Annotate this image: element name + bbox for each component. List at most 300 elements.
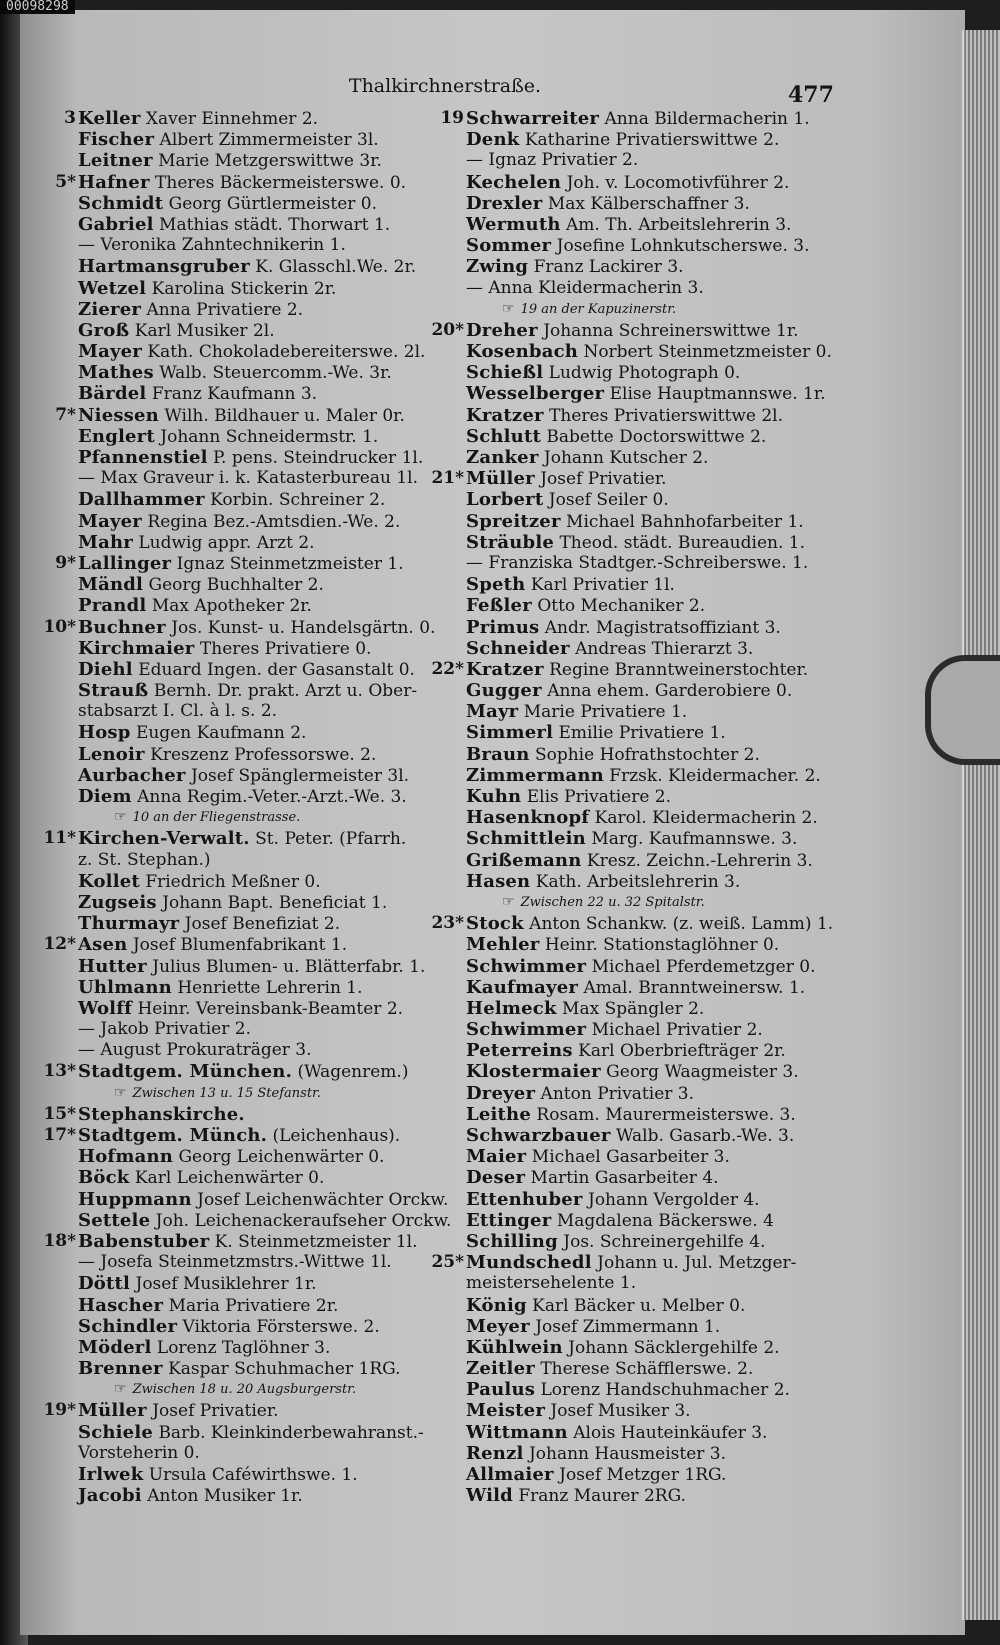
- directory-entry: [40, 1400, 432, 1421]
- entry-line: [466, 1485, 686, 1507]
- resident-surname: Drexler: [466, 192, 543, 214]
- resident-surname: Ettinger: [466, 1209, 552, 1231]
- directory-entry: [40, 595, 432, 616]
- directory-entry: [40, 532, 432, 553]
- resident-surname: Stock: [466, 913, 524, 935]
- resident-details: Max Apotheker 2r.: [151, 596, 312, 617]
- resident-surname: Schmidt: [78, 192, 164, 214]
- entry-line: [78, 1485, 303, 1507]
- resident-details: Alois Hauteinkäufer 3.: [573, 1422, 768, 1443]
- directory-entry: [428, 214, 820, 235]
- resident-details: Regina Bez.-Amtsdien.-We. 2.: [147, 511, 401, 532]
- resident-details: Julius Blumen- u. Blätterfabr. 1.: [152, 956, 426, 977]
- resident-surname: Kollet: [78, 870, 140, 892]
- resident-surname: Asen: [78, 934, 128, 956]
- entry-line: [466, 489, 669, 511]
- directory-entry: [428, 1167, 820, 1188]
- directory-entry: [40, 278, 432, 299]
- directory-entry: [40, 1040, 432, 1061]
- resident-details: Max Spängler 2.: [562, 998, 705, 1019]
- resident-surname: Pfannenstiel: [78, 447, 208, 468]
- resident-surname: Möderl: [78, 1336, 152, 1358]
- directory-entry: [40, 1146, 432, 1167]
- entry-line: [78, 680, 417, 702]
- entry-line: [466, 1400, 691, 1422]
- entry-line: [466, 511, 804, 533]
- resident-surname: Wetzel: [78, 277, 147, 299]
- entry-line: [466, 1189, 760, 1211]
- entry-line: [466, 383, 825, 405]
- resident-surname: Kratzer: [466, 404, 544, 426]
- resident-surname: Kirchen-Verwalt.: [78, 828, 250, 850]
- directory-entry: [40, 1316, 432, 1337]
- resident-details: Karl Musiker 2l.: [134, 320, 275, 341]
- directory-entry: [40, 1104, 432, 1125]
- house-number: 9*: [55, 552, 76, 573]
- entry-line: [78, 256, 416, 278]
- directory-entry: [40, 214, 432, 235]
- resident-surname: Böck: [78, 1167, 130, 1189]
- directory-entry: [428, 956, 820, 977]
- resident-surname: Denk: [466, 129, 520, 151]
- directory-entry: [40, 1125, 432, 1146]
- entry-line: [78, 511, 400, 533]
- directory-entry: [428, 701, 820, 722]
- resident-details: Josef Musiklehrer 1r.: [135, 1274, 317, 1295]
- directory-entry: [428, 595, 820, 616]
- directory-entry: [40, 659, 432, 680]
- resident-surname: Uhlmann: [78, 976, 172, 998]
- directory-entry: [428, 553, 820, 574]
- entry-line: [78, 956, 425, 978]
- entry-line: [78, 320, 275, 342]
- resident-details: Karl Leichenwärter 0.: [134, 1168, 325, 1189]
- resident-details: Kath. Chokoladebereiterswe. 2l.: [147, 342, 426, 363]
- resident-surname: Mändl: [78, 574, 144, 596]
- resident-surname: Müller: [78, 1400, 147, 1422]
- resident-details: Josef Musiker 3.: [550, 1401, 691, 1422]
- entry-line: [78, 1316, 380, 1338]
- entry-line: [466, 722, 726, 744]
- directory-entry: [428, 1485, 820, 1506]
- resident-details: Anton Schankw. (z. weiß. Lamm) 1.: [529, 914, 834, 935]
- resident-details: Martin Gasarbeiter 4.: [530, 1168, 719, 1189]
- resident-surname: Hutter: [78, 955, 147, 977]
- entry-line: [466, 129, 779, 151]
- entry-line: [466, 193, 750, 215]
- resident-details: Frzsk. Kleidermacher. 2.: [609, 765, 821, 786]
- entry-line: [78, 299, 303, 321]
- resident-details: Eduard Ingen. der Gasanstalt 0.: [138, 659, 415, 680]
- directory-entry: [428, 108, 820, 129]
- resident-details: (Leichenhaus).: [272, 1126, 401, 1146]
- entry-line: [78, 1295, 338, 1317]
- entry-line: [466, 468, 667, 490]
- resident-surname: Prandl: [78, 595, 147, 617]
- entry-line: [78, 383, 317, 405]
- resident-details: Marie Privatiere 1.: [523, 702, 688, 723]
- resident-details: — Anna Kleidermacherin 3.: [466, 277, 704, 298]
- resident-surname: Irlwek: [78, 1464, 144, 1485]
- entry-line: [78, 998, 403, 1020]
- resident-details: meistersehelente 1.: [466, 1273, 637, 1294]
- resident-surname: Kosenbach: [466, 341, 579, 363]
- entry-line: [466, 1083, 694, 1105]
- resident-details: Joh. Leichenackeraufseher Orckw.: [155, 1210, 452, 1231]
- resident-surname: Schindler: [78, 1315, 178, 1337]
- resident-surname: Groß: [78, 319, 130, 341]
- resident-surname: Mayer: [78, 341, 142, 363]
- resident-details: Josef Privatier.: [540, 469, 667, 490]
- directory-entry: [428, 447, 820, 468]
- entry-line: [466, 532, 805, 554]
- entry-line: [466, 638, 753, 660]
- entry-line: [78, 617, 435, 639]
- resident-details: Georg Leichenwärter 0.: [178, 1147, 385, 1168]
- directory-entry: [428, 426, 820, 447]
- resident-surname: Meister: [466, 1400, 545, 1422]
- resident-surname: Huppmann: [78, 1188, 192, 1210]
- house-number: 10*: [43, 616, 76, 637]
- entry-line: [78, 426, 378, 448]
- resident-details: Ursula Caféwirthswe. 1.: [148, 1465, 358, 1485]
- resident-surname: Grißemann: [466, 849, 582, 871]
- directory-entry: [40, 850, 432, 871]
- resident-details: Josef Metzger 1RG.: [559, 1465, 727, 1485]
- resident-details: (Wagenrem.): [297, 1062, 409, 1083]
- resident-surname: Mayr: [466, 701, 519, 723]
- resident-details: Emilie Privatiere 1.: [558, 723, 726, 744]
- cross-street-note: [428, 892, 820, 913]
- directory-entry: [428, 1231, 820, 1252]
- resident-surname: Wittmann: [466, 1421, 568, 1443]
- entry-line: [466, 426, 766, 448]
- directory-entry: [428, 850, 820, 871]
- house-number: 22*: [431, 658, 464, 679]
- entry-line: [466, 828, 797, 850]
- directory-entry: [40, 1422, 432, 1443]
- directory-entry: [40, 299, 432, 320]
- entry-line: [466, 1061, 799, 1083]
- directory-entry: [428, 574, 820, 595]
- resident-details: Josef Zimmermann 1.: [535, 1316, 721, 1337]
- directory-entry: [40, 362, 432, 383]
- entry-line: [466, 850, 813, 872]
- resident-surname: Wild: [466, 1485, 513, 1507]
- directory-entry: [40, 489, 432, 510]
- directory-entry: [428, 659, 820, 680]
- pointing-hand-icon: ☞: [502, 300, 515, 317]
- directory-entry: [428, 1040, 820, 1061]
- resident-details: Andreas Thierarzt 3.: [575, 638, 754, 659]
- resident-details: Magdalena Bäckerswe. 4: [556, 1210, 774, 1231]
- directory-entry: [40, 1188, 449, 1210]
- entry-line: [78, 977, 363, 999]
- resident-surname: Hasenknopf: [466, 807, 590, 829]
- entry-line: [466, 913, 833, 935]
- page-edges: [962, 30, 1000, 1620]
- resident-details: Karl Privatier 1l.: [530, 575, 675, 596]
- note-text: Zwischen 18 u. 20 Augsburgerstr.: [132, 1382, 357, 1398]
- directory-entry: [428, 977, 820, 998]
- house-number: 21*: [431, 468, 464, 489]
- entry-line: [78, 765, 409, 787]
- resident-details: — Ignaz Privatier 2.: [466, 150, 639, 171]
- resident-surname: Ettenhuber: [466, 1188, 583, 1210]
- entry-line: [466, 1443, 726, 1465]
- entry-line: [466, 1422, 767, 1444]
- directory-entry: [428, 1400, 820, 1421]
- right-column: [428, 108, 834, 1507]
- entry-line: [466, 214, 791, 236]
- entry-line: [78, 553, 404, 575]
- resident-surname: Sommer: [466, 235, 552, 257]
- resident-details: Josef Benefiziat 2.: [184, 914, 341, 935]
- directory-entry: [428, 1189, 820, 1210]
- entry-line: [466, 617, 781, 639]
- bookmark-tab[interactable]: [925, 655, 1000, 765]
- resident-details: stabsarzt I. Cl. à l. s. 2.: [78, 701, 278, 722]
- resident-surname: Jacobi: [78, 1485, 142, 1507]
- directory-entry: [40, 405, 432, 426]
- resident-surname: Schlutt: [466, 425, 541, 447]
- entry-line: [466, 1464, 726, 1486]
- directory-entry: [428, 383, 826, 405]
- resident-details: Babette Doctorswittwe 2.: [546, 426, 767, 447]
- directory-entry: [428, 744, 820, 765]
- directory-entry: [428, 1295, 820, 1316]
- directory-entry: [40, 468, 432, 489]
- directory-entry: [428, 1210, 820, 1231]
- entry-line: [78, 574, 324, 596]
- resident-details: Anton Musiker 1r.: [147, 1486, 303, 1507]
- resident-details: Franz Lackirer 3.: [533, 257, 684, 278]
- entry-line: [466, 659, 808, 681]
- resident-surname: Dreher: [466, 319, 538, 341]
- resident-surname: Hafner: [78, 171, 150, 193]
- resident-surname: Primus: [466, 616, 540, 638]
- resident-surname: Schwarreiter: [466, 108, 600, 129]
- entry-line: [78, 405, 405, 427]
- resident-details: Rosam. Maurermeisterswe. 3.: [536, 1104, 796, 1125]
- directory-entry: [40, 998, 432, 1019]
- entry-line: [466, 574, 675, 596]
- resident-surname: Leitner: [78, 150, 153, 172]
- resident-surname: Lallinger: [78, 552, 172, 574]
- resident-surname: Hasen: [466, 870, 531, 892]
- resident-surname: Gabriel: [78, 213, 154, 235]
- directory-entry: [40, 744, 432, 765]
- entry-line: [466, 1146, 730, 1168]
- resident-details: Bernh. Dr. prakt. Arzt u. Ober-: [153, 681, 418, 702]
- resident-surname: Zeitler: [466, 1358, 535, 1380]
- resident-details: Theres Privatiere 0.: [199, 638, 372, 659]
- directory-entry: [40, 574, 432, 595]
- resident-surname: Gugger: [466, 680, 542, 702]
- resident-details: Johann Säcklergehilfe 2.: [568, 1337, 780, 1358]
- house-number: 3: [64, 108, 76, 128]
- directory-entry: [428, 1252, 820, 1273]
- resident-details: — Jakob Privatier 2.: [78, 1019, 251, 1040]
- entry-line: [78, 108, 318, 130]
- entry-line: [466, 1040, 786, 1062]
- resident-details: Elise Hauptmannswe. 1r.: [609, 384, 826, 405]
- resident-surname: Hofmann: [78, 1146, 174, 1168]
- resident-details: Anna Privatiere 2.: [146, 299, 304, 320]
- resident-surname: Strauß: [78, 680, 149, 702]
- resident-details: Marie Metzgerswittwe 3r.: [158, 151, 382, 172]
- entry-line: [466, 1019, 763, 1041]
- directory-entry: [40, 235, 432, 256]
- resident-details: Therese Schäfflerswe. 2.: [540, 1359, 754, 1380]
- entry-line: [78, 638, 371, 660]
- directory-entry: [40, 1252, 432, 1273]
- entry-line: [78, 1252, 392, 1273]
- directory-entry: [40, 172, 432, 193]
- entry-line: [78, 1422, 424, 1444]
- directory-entry: [40, 383, 432, 404]
- resident-details: Michael Pferdemetzger 0.: [591, 956, 816, 977]
- entry-line: [466, 1379, 790, 1401]
- directory-entry: [40, 977, 432, 998]
- resident-details: Joh. v. Locomotivführer 2.: [566, 172, 790, 193]
- resident-surname: Bärdel: [78, 383, 147, 405]
- resident-details: Johann Vergolder 4.: [588, 1189, 760, 1210]
- resident-details: Johann Kutscher 2.: [543, 448, 709, 468]
- resident-details: Maria Privatiere 2r.: [168, 1295, 339, 1316]
- resident-details: Walb. Steuercomm.-We. 3r.: [159, 363, 392, 384]
- resident-surname: Zimmermann: [466, 764, 604, 786]
- entry-line: [466, 405, 783, 427]
- entry-line: [78, 786, 407, 808]
- cross-street-note: [40, 1083, 432, 1104]
- resident-details: Barb. Kleinkinderbewahranst.-: [158, 1422, 424, 1443]
- directory-entry: [40, 193, 432, 214]
- resident-details: Heinr. Vereinsbank-Beamter 2.: [137, 998, 404, 1019]
- resident-details: Franz Kaufmann 3.: [151, 384, 318, 405]
- directory-entry: [40, 1443, 432, 1464]
- house-number: 5*: [55, 171, 76, 192]
- directory-entry: [428, 1273, 820, 1294]
- directory-entry: [40, 511, 432, 532]
- resident-surname: Schiele: [78, 1421, 154, 1443]
- resident-details: Albert Zimmermeister 3l.: [159, 130, 379, 151]
- directory-entry: [40, 1167, 432, 1188]
- entry-line: [78, 659, 415, 681]
- resident-details: Friedrich Meßner 0.: [145, 871, 321, 892]
- entry-line: [78, 1231, 418, 1253]
- entry-line: [78, 1040, 312, 1061]
- directory-entry: [428, 913, 834, 935]
- resident-details: Lorenz Handschuhmacher 2.: [540, 1380, 790, 1401]
- entry-line: [78, 214, 390, 236]
- pointing-hand-icon: ☞: [114, 1381, 127, 1398]
- resident-details: Xaver Einnehmer 2.: [145, 109, 319, 129]
- resident-details: Johann Bapt. Beneficiat 1.: [162, 892, 388, 913]
- entry-line: [466, 744, 760, 766]
- resident-surname: Kirchmaier: [78, 637, 195, 659]
- resident-details: Marg. Kaufmannswe. 3.: [591, 829, 798, 850]
- house-number: 7*: [55, 404, 76, 425]
- entry-line: [466, 278, 704, 299]
- directory-entry: [40, 129, 432, 150]
- resident-details: Josef Leichenwächter Orckw.: [197, 1189, 449, 1210]
- resident-details: Anna ehem. Garderobiere 0.: [547, 681, 793, 702]
- entry-line: [78, 934, 347, 956]
- resident-details: Jos. Schreinergehilfe 4.: [563, 1231, 766, 1252]
- entry-line: [78, 1443, 200, 1463]
- house-number: 20*: [431, 319, 464, 340]
- directory-entry: [40, 447, 432, 468]
- directory-page: [20, 10, 965, 1635]
- resident-details: Am. Th. Arbeitslehrerin 3.: [566, 214, 792, 235]
- resident-surname: König: [466, 1294, 527, 1316]
- resident-details: Sophie Hofrathstochter 2.: [534, 744, 760, 765]
- pointing-hand-icon: ☞: [114, 1084, 127, 1101]
- entry-line: [78, 1019, 251, 1040]
- cross-street-note: [40, 807, 432, 828]
- directory-entry: [428, 532, 820, 553]
- resident-surname: Lorbert: [466, 489, 544, 511]
- resident-details: Vorsteherin 0.: [78, 1442, 200, 1463]
- resident-details: Ludwig appr. Arzt 2.: [138, 532, 315, 553]
- resident-surname: Hosp: [78, 722, 131, 744]
- resident-details: Theres Privatierswittwe 2l.: [549, 405, 783, 426]
- directory-entry: [40, 765, 432, 786]
- directory-entry: [40, 934, 432, 955]
- resident-details: — Josefa Steinmetzmstrs.-Wittwe 1l.: [78, 1252, 392, 1273]
- resident-surname: Kratzer: [466, 658, 544, 680]
- resident-surname: Braun: [466, 743, 530, 765]
- resident-surname: Hartmansgruber: [78, 256, 250, 278]
- resident-surname: Wermuth: [466, 213, 561, 235]
- resident-details: Franz Maurer 2RG.: [518, 1486, 686, 1507]
- directory-entry: [428, 1337, 820, 1358]
- directory-entry: [428, 1464, 820, 1485]
- resident-surname: Mundschedl: [466, 1252, 592, 1274]
- resident-surname: Englert: [78, 425, 155, 447]
- resident-details: — Franziska Stadtger.-Schreiberswe. 1.: [466, 552, 809, 573]
- scan-id-stamp: 00098298: [0, 0, 75, 14]
- directory-entry: [40, 320, 432, 341]
- resident-details: Anton Privatier 3.: [540, 1083, 695, 1104]
- resident-surname: Schießl: [466, 362, 544, 384]
- directory-entry: [40, 913, 432, 934]
- directory-entry: [428, 617, 820, 638]
- directory-entry: [428, 998, 820, 1019]
- resident-details: P. pens. Steindrucker 1l.: [213, 448, 424, 468]
- resident-details: Georg Buchhalter 2.: [148, 575, 324, 596]
- house-number: 19: [440, 108, 464, 128]
- entry-line: [466, 256, 684, 278]
- resident-details: Karolina Stickerin 2r.: [151, 278, 337, 299]
- resident-details: Georg Waagmeister 3.: [606, 1062, 799, 1083]
- directory-entry: [428, 1083, 820, 1104]
- resident-surname: Simmerl: [466, 722, 554, 744]
- directory-entry: [40, 553, 432, 574]
- directory-entry: [428, 1019, 820, 1040]
- resident-surname: Sträuble: [466, 531, 555, 553]
- resident-surname: Kühlwein: [466, 1336, 563, 1358]
- resident-details: Johanna Schreinerswittwe 1r.: [543, 320, 799, 341]
- entry-line: [466, 235, 809, 257]
- resident-surname: Schwimmer: [466, 1019, 587, 1041]
- directory-entry: [428, 1422, 820, 1443]
- entry-line: [466, 680, 792, 702]
- house-number: 13*: [43, 1061, 76, 1082]
- house-number: 11*: [43, 828, 76, 849]
- resident-details: — August Prokuraträger 3.: [78, 1040, 312, 1061]
